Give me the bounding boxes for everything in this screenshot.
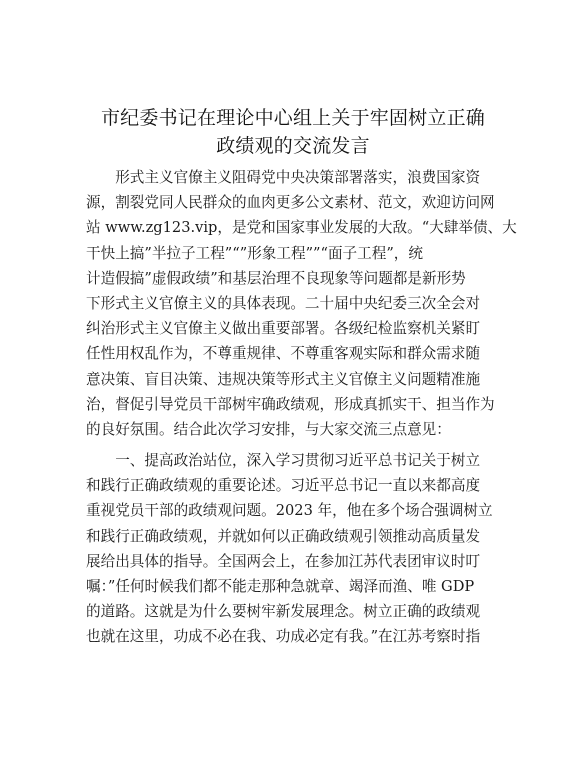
text-line: 源，割裂党同人民群众的血肉更多公文素材、范文，欢迎访问网 — [86, 194, 495, 212]
text-line: 干快上搞”半拉子工程”“”形象工程””“面子工程”，统 — [86, 244, 423, 262]
text-line: 和践行正确政绩观的重要论述。习近平总书记一直以来都高度 — [86, 477, 481, 495]
text-line: 下形式主义官僚主义的具体表现。二十届中央纪委三次全会对 — [86, 294, 481, 312]
text-line: 一、提高政治站位，深入学习贯彻习近平总书记关于树立 — [86, 452, 481, 470]
text-line: 任性用权乱作为，不尊重规律、不尊重客观实际和群众需求随 — [86, 345, 481, 363]
text-line: 和践行正确政绩观，并就如何以正确政绩观引领推动高质量发 — [86, 527, 481, 545]
text-line: 形式主义官僚主义阻碍党中央决策部署落实，浪费国家资 — [86, 169, 481, 186]
document-body — [86, 165, 517, 650]
body-paragraph — [86, 448, 502, 650]
text-line: 也就在这里，功成不必在我、功成必定有我。”在江苏考察时指 — [86, 628, 481, 646]
text-line: 意决策、盲目决策、违规决策等形式主义官僚主义问题精准施 — [86, 370, 481, 388]
text-line: 站 www.zg123.vip，是党和国家事业发展的大敌。“大肆举债、大 — [86, 219, 517, 237]
text-line: 纠治形式主义官僚主义做出重要部署。各级纪检监察机关紧盯 — [86, 320, 481, 338]
title-line: 市纪委书记在理论中心组上关于牢固树立正确 — [100, 107, 485, 129]
text-line: 计造假搞”虚假政绩”和基层治理不良现象等问题都是新形势 — [86, 269, 466, 287]
text-line: 嘱：”任何时候我们都不能走那种急就章、竭泽而渔、唯 GDP — [86, 578, 475, 595]
title-line: 政绩观的交流发言 — [216, 135, 370, 157]
text-line: 的良好氛围。结合此次学习安排，与大家交流三点意见： — [86, 420, 451, 438]
text-line: 的道路。这就是为什么要树牢新发展理念。树立正确的政绩观 — [86, 603, 481, 621]
body-paragraph — [86, 165, 517, 442]
text-line: 展给出具体的指导。全国两会上，在参加江苏代表团审议时叮 — [86, 552, 481, 570]
text-line: 治，督促引导党员干部树牢确政绩观，形成真抓实干、担当作为 — [86, 395, 495, 413]
document-title — [60, 104, 526, 160]
text-line: 重视党员干部的政绩观问题。2023 年，他在多个场合强调树立 — [86, 502, 493, 520]
